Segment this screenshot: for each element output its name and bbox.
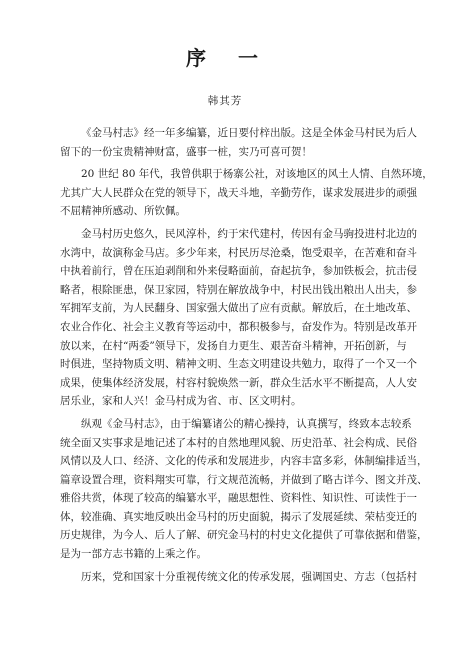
paragraph: [60, 165, 433, 221]
paragraph: [60, 124, 417, 161]
text-line: 统全面又实事求是地记述了本村的自然地理风貌、历史沿革、社会构成、民俗: [60, 436, 417, 449]
text-line: 20 世纪 80 年代，我曾供职于杨寨公社，对该地区的风土人情、自然环境，: [81, 168, 433, 181]
text-line: 尤其广大人民群众在党的领导下，战天斗地，辛勤劳作，谋求发展进步的顽强: [60, 186, 417, 199]
paragraph: [60, 568, 417, 587]
text-line: 风情以及人口、经济、文化的传承和发展进步，内容丰富多彩，体制编排适当，: [60, 455, 428, 468]
text-line: 军拥军支前，为人民翻身、国家强大做出了应有贡献。解放后，在土地改革、: [60, 302, 417, 315]
text-line: 历史规律，为今人、后人了解、研究金马村的村史文化提供了可靠依据和借鉴，: [60, 529, 428, 542]
text-line: 不屈精神所感动、所钦佩。: [60, 205, 186, 218]
text-line: 《金马村志》经一年多编纂，近日要付梓出版。这是全体金马村民为后人: [81, 127, 417, 139]
text-line: 放以来，在村“两委”领导下，发扬自力更生、艰苦奋斗精神，开拓创新，与: [60, 339, 407, 352]
text-line: 时俱进，坚持物质文明、精神文明、生态文明建设共勉力，取得了一个又一个: [60, 358, 417, 371]
body-text: [60, 124, 433, 590]
text-line: 水湾中，故演称金马店。多少年来，村民历尽沧桑，饱受艰辛，在苦难和奋斗: [60, 246, 417, 259]
text-line: 雅俗共赏，体现了较高的编纂水平，融思想性、资料性、知识性、可读性于一: [60, 492, 417, 505]
text-line: 居乐业，家和人兴！金马村成为省、市、区文明村。: [60, 395, 302, 408]
page-title: 序 一: [186, 46, 264, 70]
text-line: 农业合作化、社会主义教育等运动中，都积极参与，奋发作为。特别是改革开: [60, 320, 417, 333]
author-name: 韩其芳: [207, 95, 243, 107]
paragraph: [60, 415, 428, 564]
text-line: 篇章设置合理，资料翔实可靠，行文规范流畅，并做到了略古详今、图文并茂、: [60, 473, 428, 486]
text-line: 历来，党和国家十分重视传统文化的传承发展，强调国史、方志（包括村: [81, 570, 417, 583]
text-line: 中执着前行，曾在压迫剥削和外来侵略面前，奋起抗争，参加铁板会，抗击侵: [60, 265, 417, 278]
document-page: [60, 0, 433, 657]
text-line: 体，较准确、真实地反映出金马村的历史面貌，揭示了发展延续、荣枯变迁的: [60, 510, 417, 523]
text-line: 纵观《金马村志》，由于编纂诸公的精心操持，认真撰写，终致本志较系: [81, 417, 412, 430]
text-line: 略者，根除匪患，保卫家园，特别在解放战争中，村民出钱出粮出人出夫，参: [60, 283, 417, 296]
text-line: 成果，使集体经济发展，村容村貌焕然一新，群众生活水平不断提高，人人安: [60, 376, 417, 389]
text-line: 留下的一份宝贵精神财富，盛事一桩，实乃可喜可贺！: [60, 145, 312, 158]
text-line: 是为一部方志书籍的上乘之作。: [60, 548, 207, 561]
text-line: 金马村历史悠久，民风淳朴，约于宋代建村，传因有金马驹投进村北边的: [81, 227, 417, 240]
paragraph: [60, 225, 417, 411]
